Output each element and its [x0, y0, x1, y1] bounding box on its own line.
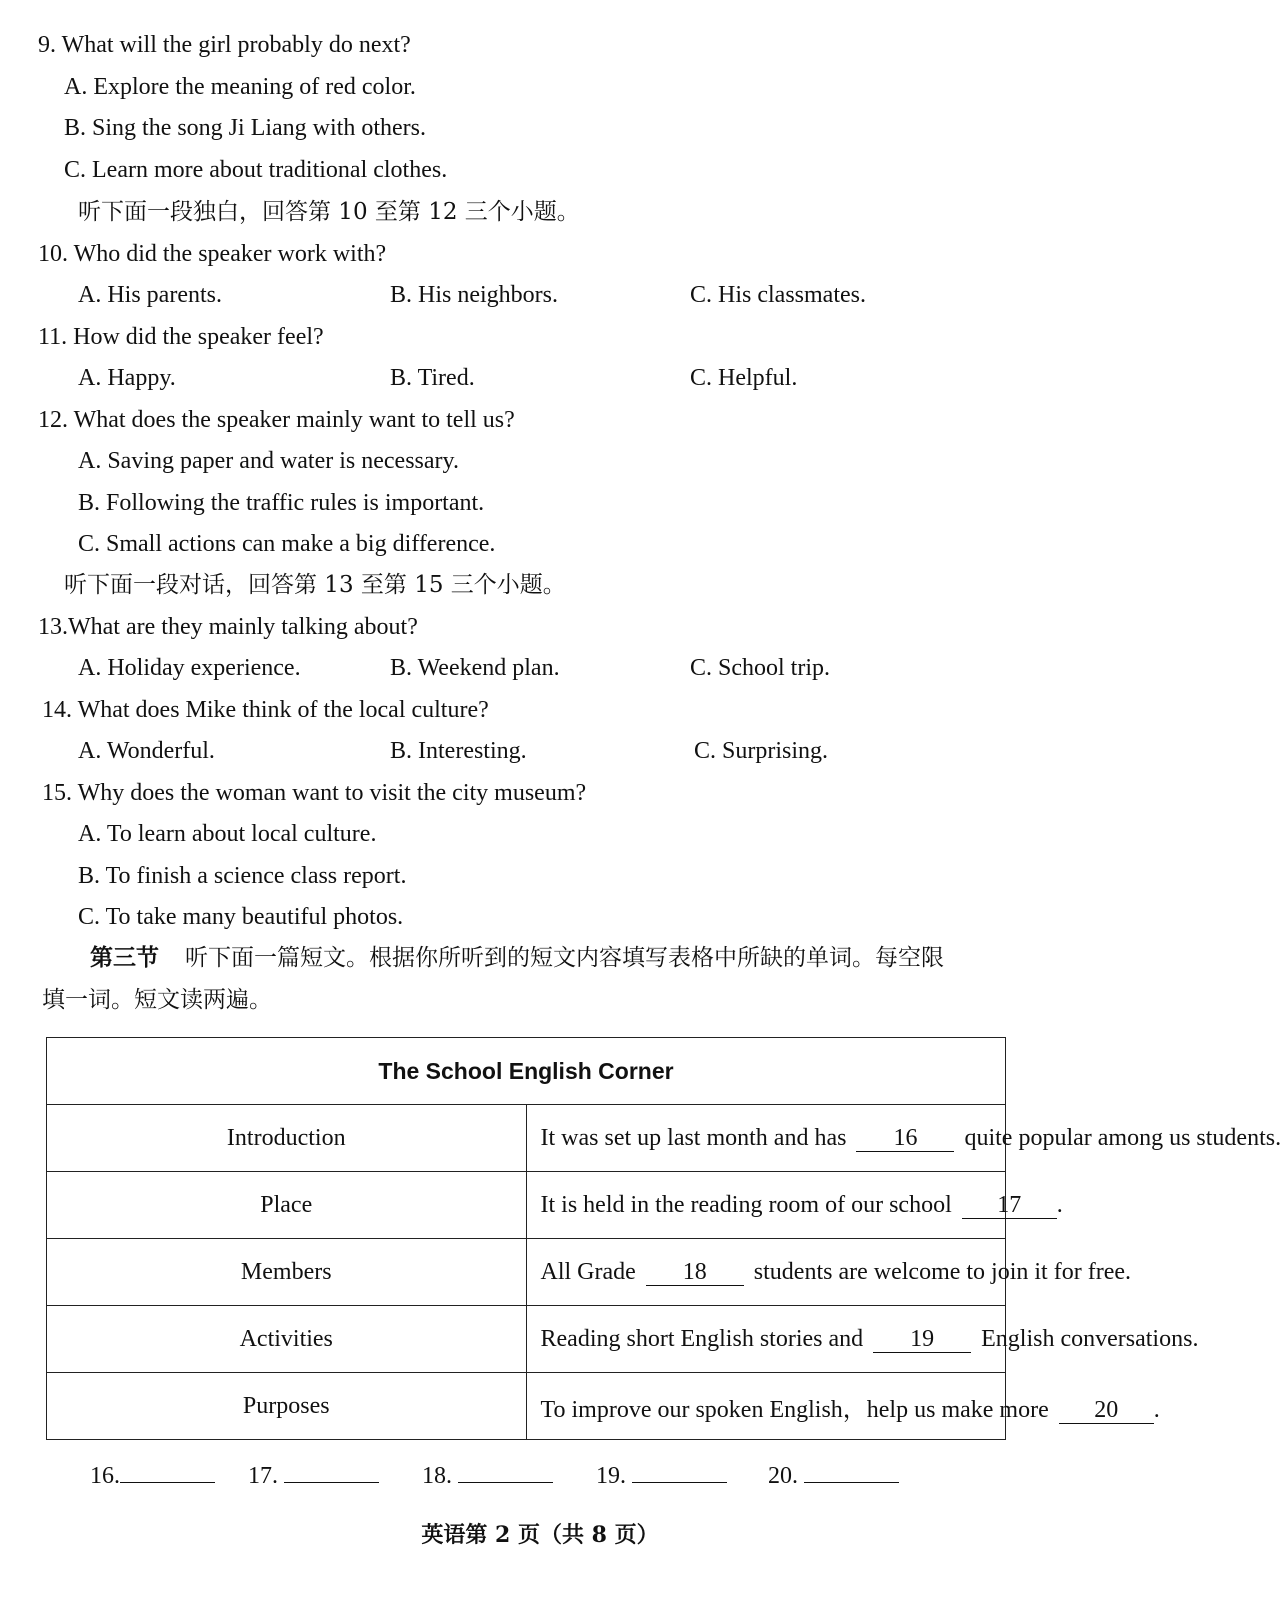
row-text-before: All Grade [540, 1258, 636, 1285]
q10-option-c: C. His classmates. [690, 282, 866, 308]
blank-17: 17 [962, 1192, 1057, 1219]
row-label: Members [47, 1239, 527, 1306]
q9-option-a: A. Explore the meaning of red color. [64, 74, 416, 100]
row-content [526, 1373, 1160, 1440]
row-text-before: To improve our spoken English，help us make more [540, 1396, 1049, 1423]
blank-18: 18 [646, 1259, 744, 1286]
answer-label: 16. [90, 1463, 120, 1489]
q10-option-a: A. His parents. [78, 282, 222, 308]
answer-17 [248, 1456, 379, 1491]
row-content [526, 1306, 1199, 1373]
q13-option-c: C. School trip. [690, 655, 831, 681]
q9-option-b: B. Sing the song Ji Liang with others. [64, 115, 426, 141]
answer-label: 17. [248, 1463, 278, 1489]
row-label: Activities [47, 1306, 527, 1373]
answer-18-field[interactable] [458, 1456, 553, 1483]
blank-19: 19 [873, 1326, 971, 1353]
answer-label: 19. [596, 1463, 626, 1489]
row-text-after: quite popular among us students. [964, 1124, 1281, 1151]
table-row-members [47, 1239, 1006, 1306]
row-label: Purposes [47, 1373, 527, 1440]
question-15: 15. Why does the woman want to visit the city museum? [42, 780, 587, 806]
table-row-place [47, 1172, 1006, 1239]
answer-19 [596, 1456, 727, 1491]
q12-option-b: B. Following the traffic rules is important. [78, 490, 485, 516]
table-row-purposes [47, 1373, 1006, 1440]
q15-option-a: A. To learn about local culture. [78, 821, 377, 847]
blank-20: 20 [1059, 1397, 1154, 1424]
question-9: 9. What will the girl probably do next? [38, 32, 411, 58]
q13-option-a: A. Holiday experience. [78, 655, 301, 681]
q15-option-b: B. To finish a science class report. [78, 863, 407, 889]
row-text-after: students are welcome to join it for free. [753, 1258, 1131, 1285]
row-content [526, 1105, 1281, 1172]
row-text-after: . [1056, 1191, 1063, 1218]
answer-label: 18. [422, 1463, 452, 1489]
q11-option-a: A. Happy. [78, 365, 176, 391]
row-text-before: It was set up last month and has [540, 1124, 847, 1151]
q11-option-b: B. Tired. [390, 365, 475, 391]
q14-option-c: C. Surprising. [694, 738, 829, 764]
section-3-instruction-line1 [90, 943, 944, 973]
q13-option-b: B. Weekend plan. [390, 655, 560, 681]
answer-19-field[interactable] [632, 1456, 727, 1483]
instruction-13-15: 听下面一段对话，回答第 13 至第 15 三个小题。 [64, 572, 566, 598]
question-10: 10. Who did the speaker work with? [38, 241, 387, 267]
q14-option-b: B. Interesting. [390, 738, 527, 764]
english-corner-table [46, 1037, 1281, 1440]
row-text-after: . [1153, 1396, 1160, 1423]
row-text-after: English conversations. [981, 1325, 1199, 1352]
q11-option-c: C. Helpful. [690, 365, 798, 391]
answer-17-field[interactable] [284, 1456, 379, 1483]
table-row-activities [47, 1306, 1006, 1373]
q12-option-a: A. Saving paper and water is necessary. [78, 448, 459, 474]
section-3-instruction-line2: 填一词。短文读两遍。 [42, 987, 272, 1013]
q12-option-c: C. Small actions can make a big difference. [78, 531, 496, 557]
question-12: 12. What does the speaker mainly want to tell us? [38, 407, 515, 433]
row-content [526, 1239, 1131, 1306]
answer-20-field[interactable] [804, 1456, 899, 1483]
answer-20 [768, 1456, 899, 1491]
question-11: 11. How did the speaker feel? [38, 324, 324, 350]
q14-option-a: A. Wonderful. [78, 738, 215, 764]
row-text-before: Reading short English stories and [540, 1325, 864, 1352]
page-footer: 英语第 2 页（共 8 页） [421, 1522, 659, 1548]
instruction-10-12: 听下面一段独白，回答第 10 至第 12 三个小题。 [78, 199, 580, 225]
row-label: Introduction [47, 1105, 527, 1172]
section-3-title: 第三节 [90, 944, 159, 971]
question-13: 13.What are they mainly talking about? [38, 614, 418, 640]
answer-16 [90, 1456, 215, 1491]
table-title: The School English Corner [47, 1038, 1006, 1105]
answer-18 [422, 1456, 553, 1491]
row-content [526, 1172, 1063, 1239]
row-label: Place [47, 1172, 527, 1239]
q9-option-c: C. Learn more about traditional clothes. [64, 157, 448, 183]
q10-option-b: B. His neighbors. [390, 282, 558, 308]
q15-option-c: C. To take many beautiful photos. [78, 904, 404, 930]
answer-16-field[interactable] [120, 1456, 215, 1483]
section-3-text: 听下面一篇短文。根据你所听到的短文内容填写表格中所缺的单词。每空限 [185, 945, 944, 971]
table-row-introduction [47, 1105, 1006, 1172]
answer-label: 20. [768, 1463, 798, 1489]
row-text-before: It is held in the reading room of our school [540, 1191, 952, 1218]
blank-16: 16 [856, 1125, 954, 1152]
question-14: 14. What does Mike think of the local culture? [42, 697, 489, 723]
